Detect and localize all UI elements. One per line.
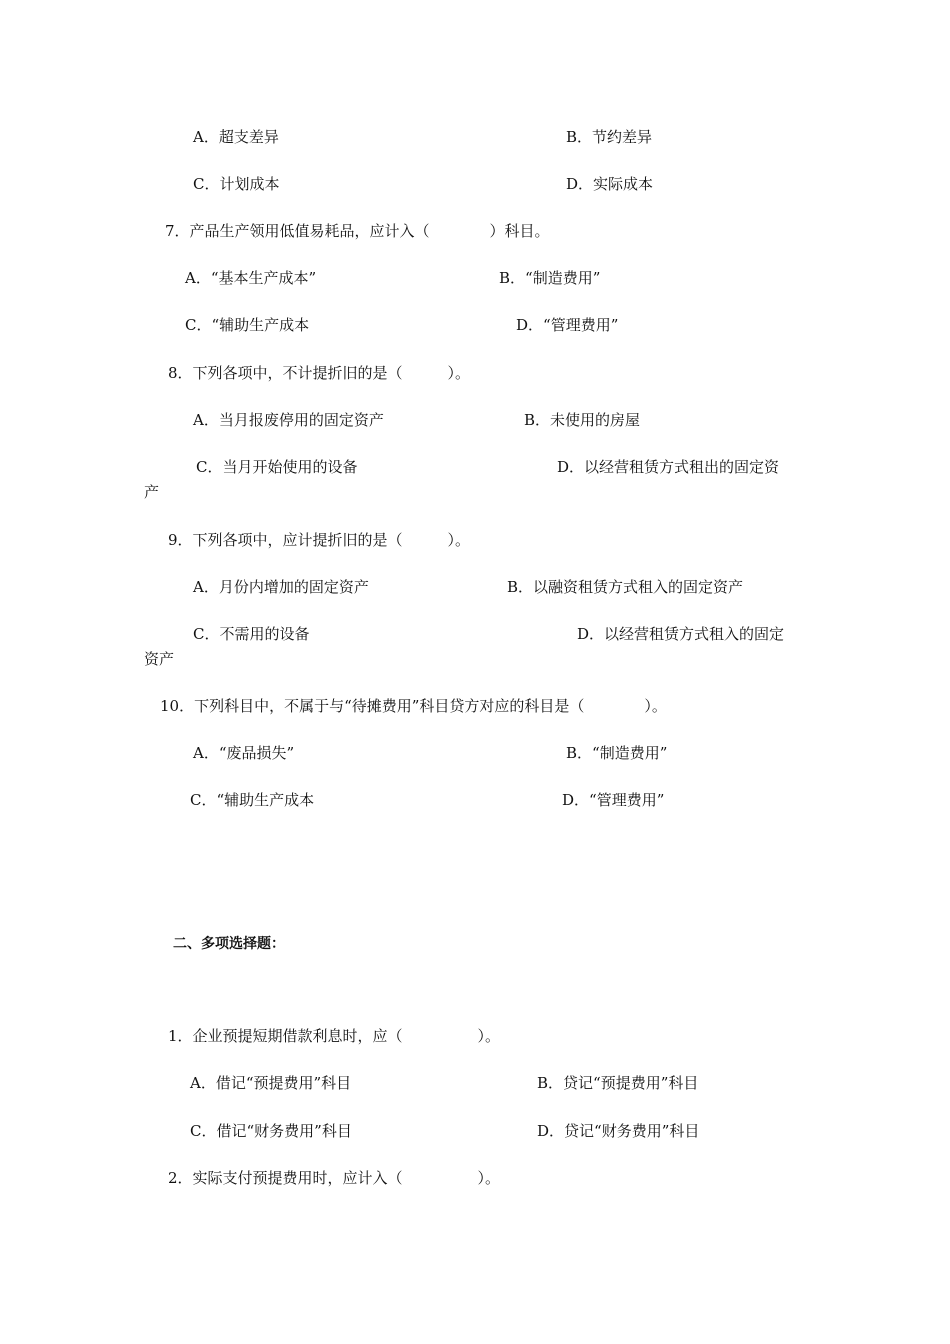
question-9: 9．下列各项中，应计提折旧的是（ ）。 xyxy=(168,531,471,549)
q6-option-d: D．实际成本 xyxy=(566,175,654,193)
q9-option-b: B．以融资租赁方式租入的固定资产 xyxy=(507,578,744,596)
q9-option-d: D．以经营租赁方式租入的固定 xyxy=(577,625,785,643)
q10-option-b: B．“制造费用” xyxy=(566,744,668,762)
q9-option-c: C．不需用的设备 xyxy=(193,625,310,643)
multi-question-2: 2．实际支付预提费用时，应计入（ ）。 xyxy=(168,1169,501,1187)
q6-option-a: A．超支差异 xyxy=(193,128,279,146)
q9-option-a: A．月份内增加的固定资产 xyxy=(193,578,369,596)
multi-question-1: 1．企业预提短期借款利息时，应（ ）。 xyxy=(168,1027,501,1045)
q8-option-a: A．当月报废停用的固定资产 xyxy=(193,411,384,429)
m1-option-d: D．贷记“财务费用”科目 xyxy=(537,1122,700,1140)
q10-option-c: C．“辅助生产成本 xyxy=(190,791,315,809)
q10-option-d: D．“管理费用” xyxy=(562,791,665,809)
q6-option-b: B．节约差异 xyxy=(566,128,653,146)
q6-option-c: C．计划成本 xyxy=(193,175,280,193)
q7-option-c: C．“辅助生产成本 xyxy=(185,316,310,334)
q7-option-a: A．“基本生产成本” xyxy=(185,269,317,287)
q7-option-b: B．“制造费用” xyxy=(499,269,601,287)
question-8: 8．下列各项中，不计提折旧的是（ ）。 xyxy=(168,364,471,382)
q10-option-a: A．“废品损失” xyxy=(193,744,295,762)
q7-option-d: D．“管理费用” xyxy=(516,316,619,334)
section-heading-multiple-choice: 二、多项选择题： xyxy=(173,936,285,952)
q8-option-b: B．未使用的房屋 xyxy=(524,411,641,429)
q8-option-c: C．当月开始使用的设备 xyxy=(196,458,358,476)
q9-option-d-wrap: 资产 xyxy=(144,650,175,668)
q8-option-d-wrap: 产 xyxy=(144,483,160,501)
q8-option-d: D．以经营租赁方式租出的固定资 xyxy=(557,458,780,476)
m1-option-a: A．借记“预提费用”科目 xyxy=(190,1074,352,1092)
m1-option-c: C．借记“财务费用”科目 xyxy=(190,1122,352,1140)
m1-option-b: B．贷记“预提费用”科目 xyxy=(537,1074,699,1092)
question-10: 10．下列科目中，不属于与“待摊费用”科目贷方对应的科目是（ ）。 xyxy=(160,697,667,715)
question-7: 7．产品生产领用低值易耗品，应计入（ ）科目。 xyxy=(165,222,550,240)
